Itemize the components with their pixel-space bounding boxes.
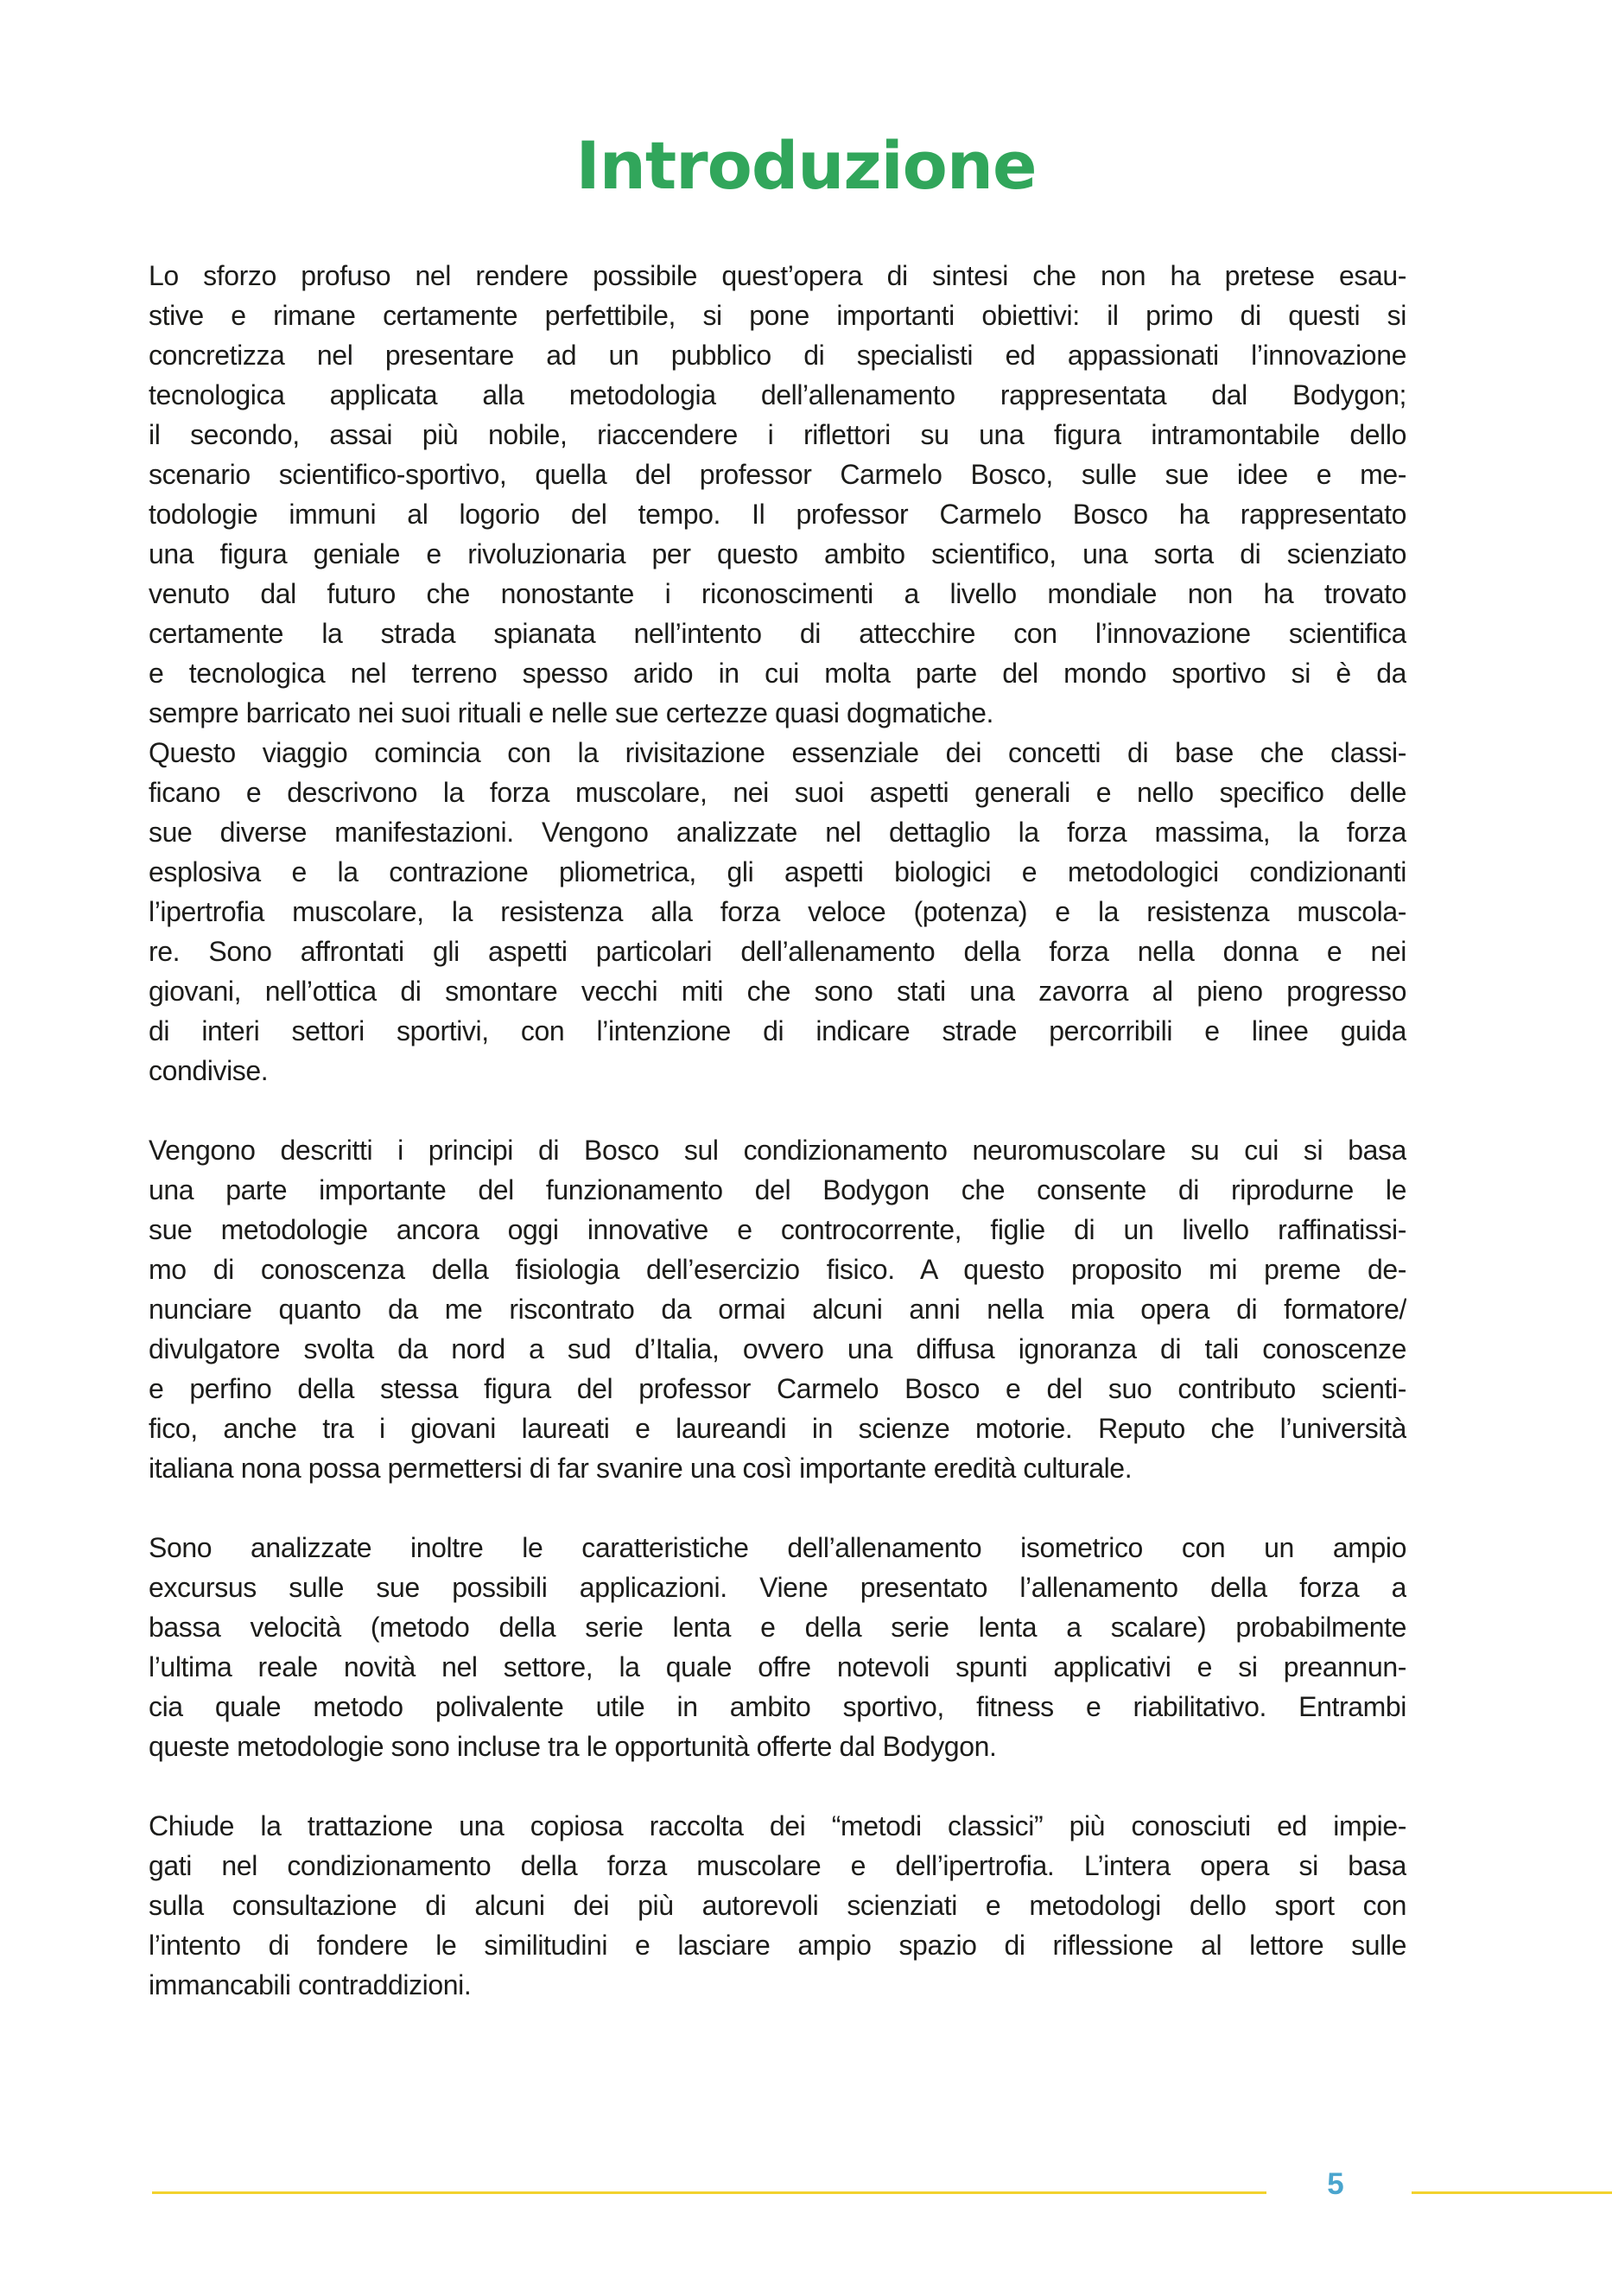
text-line: l’intento di fondere le similitudini e lasciare ampio spazio di riflessione al lettore sulle — [149, 1930, 1406, 1961]
text-line: e perfino della stessa figura del professor Carmelo Bosco e del suo contributo scienti- — [149, 1373, 1406, 1404]
text-line: sue diverse manifestazioni. Vengono analizzate nel dettaglio la forza massima, la forza — [149, 817, 1406, 848]
text-line: una parte importante del funzionamento del Bodygon che consente di riprodurne le — [149, 1174, 1406, 1205]
text-line: venuto dal futuro che nonostante i riconoscimenti a livello mondiale non ha trovato — [149, 578, 1406, 609]
text-line: bassa velocità (metodo della serie lenta e della serie lenta a scalare) probabilmente — [149, 1612, 1406, 1643]
text-line: Chiude la trattazione una copiosa raccolta dei “metodi classici” più conosciuti ed impie- — [149, 1810, 1406, 1841]
text-line: gati nel condizionamento della forza muscolare e dell’ipertrofia. L’intera opera si basa — [149, 1850, 1406, 1881]
text-line: sulla consultazione di alcuni dei più autorevoli scienziati e metodologi dello sport con — [149, 1890, 1406, 1921]
text-line: re. Sono affrontati gli aspetti particolari dell’allenamento della forza nella donna e nei — [149, 936, 1406, 967]
text-line: todologie immuni al logorio del tempo. Il professor Carmelo Bosco ha rappresentato — [149, 499, 1406, 530]
text-line: di interi settori sportivi, con l’intenzione di indicare strade percorribili e linee guida — [149, 1015, 1406, 1046]
text-line: l’ipertrofia muscolare, la resistenza alla forza veloce (potenza) e la resistenza muscola- — [149, 896, 1406, 927]
text-line: italiana nona possa permettersi di far svanire una così importante eredità culturale. — [149, 1453, 1133, 1484]
text-line: immancabili contraddizioni. — [149, 1969, 472, 2000]
text-line: queste metodologie sono incluse tra le opportunità offerte dal Bodygon. — [149, 1731, 997, 1762]
text-line: certamente la strada spianata nell’intento di attecchire con l’innovazione scientifica — [149, 618, 1406, 649]
text-line: excursus sulle sue possibili applicazioni. Viene presentato l’allenamento della forza a — [149, 1572, 1406, 1603]
text-line: Vengono descritti i principi di Bosco sul condizionamento neuromuscolare su cui si basa — [149, 1135, 1406, 1166]
paragraph-block — [149, 1130, 1406, 1488]
text-line: l’ultima reale novità nel settore, la quale offre notevoli spunti applicativi e si preannun- — [149, 1651, 1406, 1682]
body-text — [149, 256, 1406, 2005]
text-line: una figura geniale e rivoluzionaria per questo ambito scientifico, una sorta di scienziato — [149, 538, 1406, 569]
text-line: sue metodologie ancora oggi innovative e controcorrente, figlie di un livello raffinatissi- — [149, 1214, 1406, 1245]
text-line: cia quale metodo polivalente utile in ambito sportivo, fitness e riabilitativo. Entrambi — [149, 1691, 1406, 1722]
text-line: esplosiva e la contrazione pliometrica, gli aspetti biologici e metodologici condizionanti — [149, 856, 1406, 887]
paragraph-block — [149, 733, 1406, 1091]
text-line: giovani, nell’ottica di smontare vecchi miti che sono stati una zavorra al pieno progresso — [149, 976, 1406, 1007]
text-line: nunciare quanto da me riscontrato da ormai alcuni anni nella mia opera di formatore/ — [149, 1294, 1406, 1325]
text-line: e tecnologica nel terreno spesso arido in cui molta parte del mondo sportivo si è da — [149, 658, 1406, 689]
text-line: il secondo, assai più nobile, riaccendere i riflettori su una figura intramontabile dello — [149, 419, 1406, 450]
paragraph-block — [149, 1528, 1406, 1766]
text-line: scenario scientifico-sportivo, quella del professor Carmelo Bosco, sulle sue idee e me- — [149, 459, 1406, 490]
text-line: condivise. — [149, 1055, 269, 1086]
text-line: Questo viaggio comincia con la rivisitazione essenziale dei concetti di base che classi- — [149, 737, 1406, 768]
text-line: stive e rimane certamente perfettibile, si pone importanti obiettivi: il primo di questi si — [149, 300, 1406, 331]
page-number: 5 — [1327, 2167, 1344, 2201]
paragraph-block — [149, 1806, 1406, 2005]
footer-rule-left — [152, 2191, 1266, 2194]
footer-rule-right — [1412, 2191, 1612, 2194]
text-line: concretizza nel presentare ad un pubblico di specialisti ed appassionati l’innovazione — [149, 340, 1406, 371]
text-line: tecnologica applicata alla metodologia dell’allenamento rappresentata dal Bodygon; — [149, 379, 1406, 410]
text-line: fico, anche tra i giovani laureati e laureandi in scienze motorie. Reputo che l’università — [149, 1413, 1406, 1444]
text-line: ficano e descrivono la forza muscolare, nei suoi aspetti generali e nello specifico delle — [149, 777, 1406, 808]
text-line: Lo sforzo profuso nel rendere possibile quest’opera di sintesi che non ha pretese esau- — [149, 260, 1406, 291]
text-line: divulgatore svolta da nord a sud d’Italia, ovvero una diffusa ignoranza di tali conoscenze — [149, 1333, 1406, 1364]
text-line: mo di conoscenza della fisiologia dell’esercizio fisico. A questo proposito mi preme de- — [149, 1254, 1406, 1285]
paragraph-block — [149, 256, 1406, 733]
text-line: sempre barricato nei suoi rituali e nelle sue certezze quasi dogmatiche. — [149, 697, 993, 728]
text-line: Sono analizzate inoltre le caratteristiche dell’allenamento isometrico con un ampio — [149, 1532, 1406, 1563]
page-title: Introduzione — [575, 127, 1037, 204]
